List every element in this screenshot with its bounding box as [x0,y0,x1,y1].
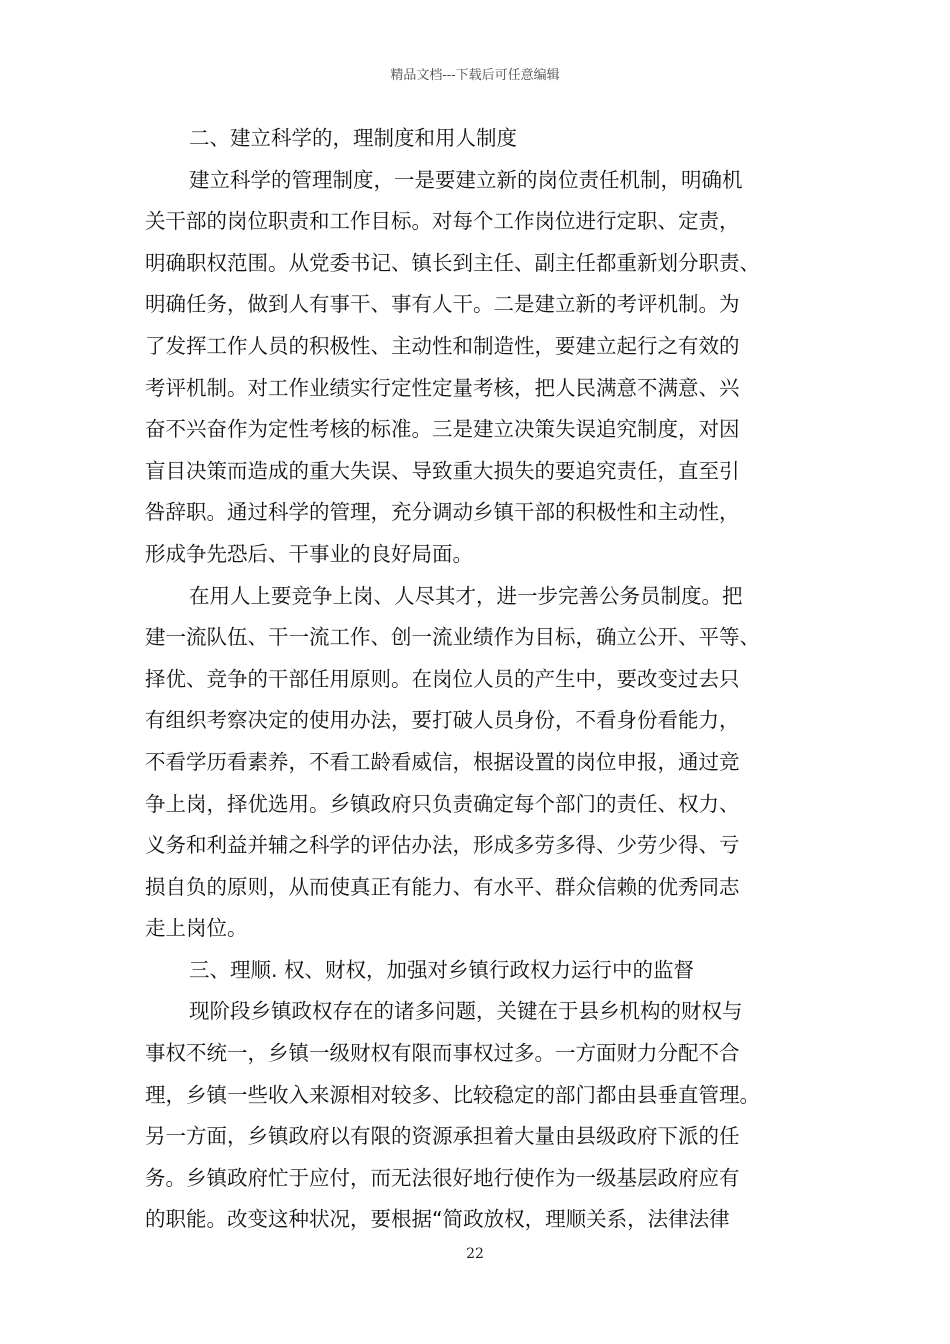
paragraph-line: 不看学历看素养，不看工龄看威信，根据设置的岗位申报，通过竞 [145,749,740,774]
paragraph-line: 盲目决策而造成的重大失误、导致重大损失的要追究责任，直至引 [145,458,740,483]
paragraph-line: 奋不兴奋作为定性考核的标准。三是建立决策失误追究制度，对因 [145,417,740,442]
paragraph-line: 建立科学的管理制度，一是要建立新的岗位责任机制，明确机 [189,167,743,192]
paragraph-line: 走上岗位。 [145,916,248,941]
page-number: 22 [466,1246,484,1262]
paragraph-line: 了发挥工作人员的积极性、主动性和制造性，要建立起行之有效的 [145,333,740,358]
section-heading: 三、理顺. 权、财权，加强对乡镇行政权力运行中的监督 [189,957,695,982]
paragraph-line: 损自负的原则，从而使真正有能力、有水平、群众信赖的优秀同志 [145,874,740,899]
section-heading: 二、建立科学的，理制度和用人制度 [189,126,517,150]
paragraph-line: 关干部的岗位职责和工作目标。对每个工作岗位进行定职、定责， [145,209,740,234]
paragraph-line: 争上岗，择优选用。乡镇政府只负责确定每个部门的责任、权力、 [145,791,740,816]
paragraph-line: 建一流队伍、干一流工作、创一流业绩作为目标，确立公开、平等、 [145,625,760,650]
page-header: 精品文档---下载后可任意编辑 [390,68,560,83]
paragraph-line: 择优、竞争的干部任用原则。在岗位人员的产生中，要改变过去只 [145,666,740,691]
paragraph-line: 现阶段乡镇政权存在的诸多问题，关键在于县乡机构的财权与 [189,999,743,1024]
paragraph-line: 在用人上要竞争上岗、人尽其才，进一步完善公务员制度。把 [189,583,743,608]
paragraph-line: 务。乡镇政府忙于应付，而无法很好地行使作为一级基层政府应有 [145,1165,740,1190]
paragraph-line: 形成争先恐后、干事业的良好局面。 [145,541,473,566]
paragraph-line: 事权不统一，乡镇一级财权有限而事权过多。一方面财力分配不合 [145,1041,740,1066]
paragraph-line: 明确职权范围。从党委书记、镇长到主任、副主任都重新划分职责、 [145,250,760,275]
paragraph-line: 咎辞职。通过科学的管理，充分调动乡镇干部的积极性和主动性， [145,500,740,525]
paragraph-line: 义务和利益并辅之科学的评估办法，形成多劳多得、少劳少得、亏 [145,833,740,858]
paragraph-line: 另一方面，乡镇政府以有限的资源承担着大量由县级政府下派的任 [145,1124,740,1149]
paragraph-line: 考评机制。对工作业绩实行定性定量考核，把人民满意不满意、兴 [145,375,740,400]
paragraph-line: 理，乡镇一些收入来源相对较多、比较稳定的部门都由县垂直管理。 [145,1082,760,1107]
document-body [145,118,815,1241]
paragraph-line: 的职能。改变这种状况，要根据“简政放权，理顺关系，法律法律 [145,1207,730,1232]
paragraph-line: 有组织考察决定的使用办法，要打破人员身份，不看身份看能力， [145,708,740,733]
paragraph-line: 明确任务，做到人有事干、事有人干。二是建立新的考评机制。为 [145,292,740,317]
